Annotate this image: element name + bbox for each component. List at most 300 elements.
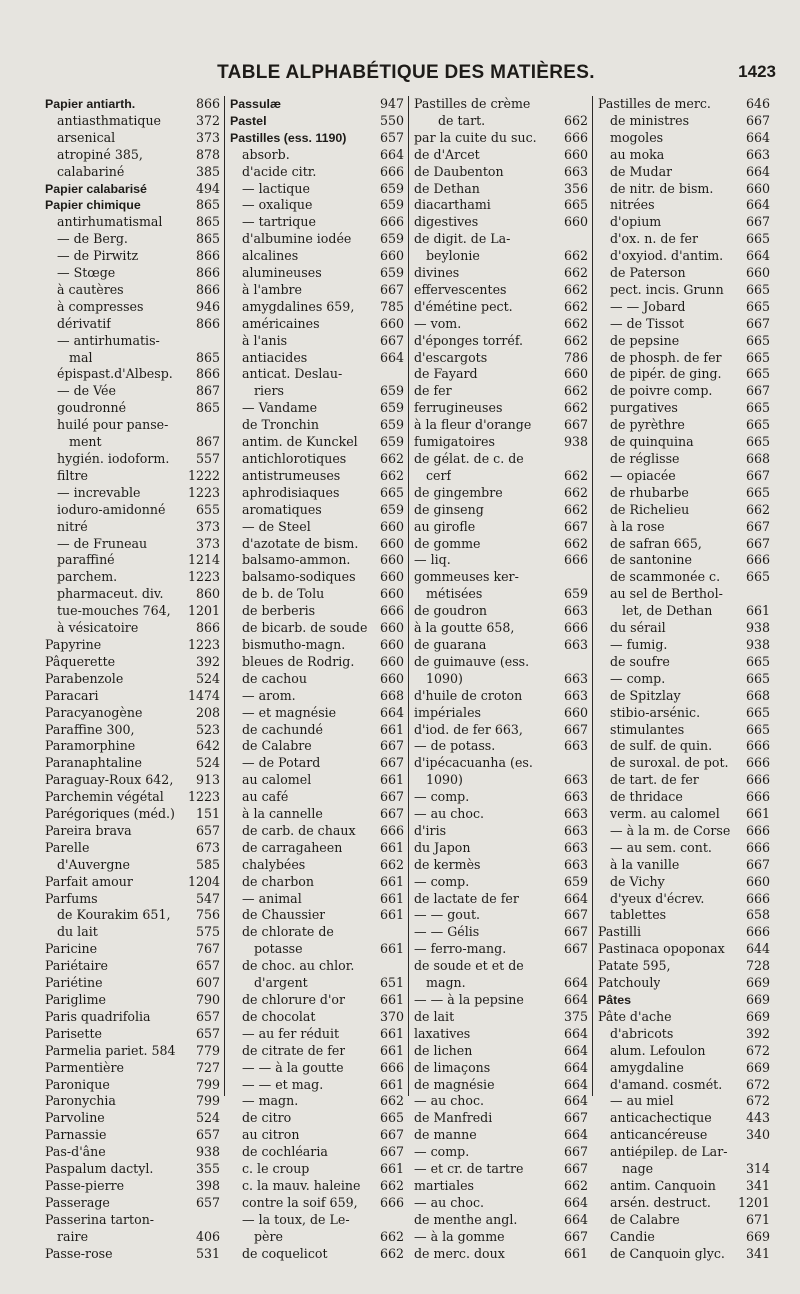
entry-term: nage bbox=[622, 1161, 654, 1177]
entry-page-ref: 660 bbox=[379, 653, 404, 669]
entry-term: stibio-arsénic. bbox=[610, 704, 701, 720]
entry-term: au moka bbox=[610, 146, 665, 162]
entry-page-ref: 659 bbox=[379, 180, 404, 196]
entry-page-ref: 659 bbox=[563, 873, 588, 889]
entry-page-ref: 392 bbox=[195, 653, 220, 669]
entry-term: de Richelieu bbox=[610, 501, 690, 517]
entry-term: — et cr. de tartre bbox=[414, 1161, 524, 1177]
entry-term: effervescentes bbox=[414, 281, 507, 297]
entry-term: — la toux, de Le- bbox=[242, 1211, 350, 1227]
entry-page-ref: 866 bbox=[195, 315, 220, 331]
index-entry bbox=[45, 1144, 220, 1161]
index-entry bbox=[598, 350, 770, 367]
entry-term: — ferro-mang. bbox=[414, 941, 507, 957]
index-entry bbox=[45, 130, 220, 147]
index-entry bbox=[230, 857, 404, 874]
index-entry bbox=[598, 857, 770, 874]
entry-page-ref: 657 bbox=[195, 1025, 220, 1041]
index-entry bbox=[598, 282, 770, 299]
entry-term: Parabenzole bbox=[45, 670, 124, 686]
entry-term: — comp. bbox=[414, 1144, 470, 1160]
index-entry bbox=[230, 637, 404, 654]
entry-page-ref: 341 bbox=[745, 1245, 770, 1261]
entry-page-ref: 657 bbox=[195, 958, 220, 974]
entry-term: de Daubenton bbox=[414, 163, 504, 179]
index-entry bbox=[598, 147, 770, 164]
entry-term: d'albumine iodée bbox=[242, 231, 352, 247]
index-entry bbox=[414, 857, 588, 874]
index-entry bbox=[45, 434, 220, 451]
entry-page-ref: 661 bbox=[745, 806, 770, 822]
entry-term: Parnassie bbox=[45, 1127, 107, 1143]
entry-term: — opiacée bbox=[610, 467, 676, 483]
entry-page-ref: 665 bbox=[745, 569, 770, 585]
index-entry bbox=[598, 536, 770, 553]
entry-page-ref: 661 bbox=[379, 1042, 404, 1058]
index-entry bbox=[45, 924, 220, 941]
entry-term: balsamo-ammon. bbox=[242, 552, 351, 568]
entry-term: antichlorotiques bbox=[242, 451, 347, 467]
entry-term: de kermès bbox=[414, 856, 481, 872]
index-entry bbox=[414, 874, 588, 891]
entry-term: de gomme bbox=[414, 535, 481, 551]
entry-page-ref: 664 bbox=[563, 1194, 588, 1210]
index-entry bbox=[598, 924, 770, 941]
entry-term: au citron bbox=[242, 1127, 300, 1143]
index-entry bbox=[598, 248, 770, 265]
index-entry bbox=[598, 755, 770, 772]
index-entry bbox=[45, 1026, 220, 1043]
index-entry bbox=[45, 197, 220, 214]
entry-page-ref: 665 bbox=[379, 1110, 404, 1126]
index-entry bbox=[230, 248, 404, 265]
entry-term: d'oxyiod. d'antim. bbox=[610, 248, 724, 264]
index-entry bbox=[414, 282, 588, 299]
entry-term: Papier calabarisé bbox=[45, 181, 147, 196]
index-entry bbox=[598, 975, 770, 992]
entry-term: — au choc. bbox=[414, 1093, 485, 1109]
entry-term: d'Auvergne bbox=[57, 856, 130, 872]
entry-page-ref: 661 bbox=[379, 721, 404, 737]
entry-term: Pastilles de merc. bbox=[598, 96, 711, 111]
entry-term: nitrées bbox=[610, 197, 655, 213]
entry-page-ref: 662 bbox=[379, 1178, 404, 1193]
index-entry bbox=[414, 637, 588, 654]
index-entry bbox=[414, 113, 588, 130]
entry-page-ref: 664 bbox=[563, 1076, 588, 1092]
index-entry bbox=[414, 789, 588, 806]
index-entry bbox=[45, 1110, 220, 1127]
entry-term: ferrugineuses bbox=[414, 400, 503, 416]
index-entry bbox=[414, 924, 588, 941]
entry-term: de d'Arcet bbox=[414, 146, 480, 162]
entry-page-ref: 662 bbox=[379, 1245, 404, 1261]
entry-term: de lichen bbox=[414, 1042, 473, 1058]
entry-term: d'amand. cosmét. bbox=[610, 1076, 723, 1092]
entry-page-ref: 666 bbox=[563, 129, 588, 145]
entry-page-ref: 671 bbox=[745, 1211, 770, 1227]
entry-page-ref: 664 bbox=[745, 163, 770, 179]
entry-page-ref: 531 bbox=[195, 1245, 220, 1261]
index-entry bbox=[230, 1195, 404, 1212]
entry-page-ref: 664 bbox=[745, 197, 770, 213]
entry-page-ref: 657 bbox=[195, 822, 220, 838]
index-entry bbox=[45, 586, 220, 603]
entry-page-ref: 667 bbox=[379, 1127, 404, 1143]
index-entry bbox=[598, 688, 770, 705]
entry-page-ref: 651 bbox=[379, 975, 404, 991]
entry-page-ref: 1222 bbox=[187, 467, 220, 483]
index-entry bbox=[598, 586, 770, 603]
index-entry bbox=[45, 451, 220, 468]
index-entry bbox=[230, 840, 404, 857]
index-entry bbox=[230, 958, 404, 975]
index-entry bbox=[414, 350, 588, 367]
index-entry bbox=[45, 1212, 220, 1229]
entry-page-ref: 655 bbox=[195, 501, 220, 517]
entry-page-ref: 661 bbox=[379, 873, 404, 889]
entry-page-ref: 151 bbox=[195, 806, 220, 822]
index-entry bbox=[45, 941, 220, 958]
index-entry bbox=[230, 417, 404, 434]
index-entry bbox=[45, 874, 220, 891]
entry-term: de thridace bbox=[610, 789, 683, 805]
entry-term: Paraffine 300, bbox=[45, 721, 135, 737]
entry-term: Paracyanogène bbox=[45, 704, 143, 720]
entry-page-ref: 585 bbox=[195, 856, 220, 872]
entry-term: métisées bbox=[426, 586, 483, 602]
entry-page-ref: 662 bbox=[379, 451, 404, 467]
entry-page-ref: 860 bbox=[195, 586, 220, 602]
index-entry bbox=[45, 772, 220, 789]
entry-term: Paraguay-Roux 642, bbox=[45, 772, 174, 788]
index-entry bbox=[598, 519, 770, 536]
index-entry bbox=[414, 1195, 588, 1212]
entry-page-ref: 664 bbox=[379, 146, 404, 162]
entry-page-ref: 663 bbox=[563, 670, 588, 686]
entry-term: Parégoriques (méd.) bbox=[45, 806, 175, 822]
entry-term: de phosph. de fer bbox=[610, 349, 722, 365]
entry-term: Papyrine bbox=[45, 637, 102, 652]
entry-term: — Stœge bbox=[57, 265, 116, 281]
entry-page-ref: 661 bbox=[379, 941, 404, 957]
index-entry bbox=[230, 1093, 404, 1110]
index-entry bbox=[230, 316, 404, 333]
index-entry bbox=[598, 705, 770, 722]
entry-term: père bbox=[254, 1228, 283, 1244]
entry-term: alumineuses bbox=[242, 265, 322, 281]
entry-page-ref: 667 bbox=[745, 112, 770, 128]
entry-page-ref: 665 bbox=[745, 366, 770, 382]
index-entry bbox=[414, 1093, 588, 1110]
entry-page-ref: 657 bbox=[379, 129, 404, 145]
index-entry bbox=[598, 485, 770, 502]
entry-term: pect. incis. Grunn bbox=[610, 281, 724, 297]
entry-page-ref: 575 bbox=[195, 924, 220, 940]
entry-term: d'huile de croton bbox=[414, 687, 523, 703]
index-entry bbox=[414, 502, 588, 519]
entry-page-ref: 665 bbox=[745, 653, 770, 669]
index-entry bbox=[45, 1060, 220, 1077]
index-entry bbox=[414, 738, 588, 755]
entry-term: — comp. bbox=[414, 789, 470, 805]
entry-term: de berberis bbox=[242, 603, 316, 619]
entry-page-ref: 666 bbox=[745, 738, 770, 754]
index-entry bbox=[45, 603, 220, 620]
entry-page-ref: 799 bbox=[195, 1076, 220, 1092]
entry-page-ref: 667 bbox=[379, 755, 404, 771]
entry-term: — au sem. cont. bbox=[610, 839, 712, 855]
entry-page-ref: 523 bbox=[195, 721, 220, 737]
entry-page-ref: 665 bbox=[745, 417, 770, 433]
entry-page-ref: 666 bbox=[745, 890, 770, 906]
entry-page-ref: 494 bbox=[195, 180, 220, 196]
entry-page-ref: 913 bbox=[195, 772, 220, 788]
entry-term: potasse bbox=[254, 941, 303, 957]
index-entry bbox=[45, 468, 220, 485]
index-column-3 bbox=[408, 96, 592, 1261]
entry-term: d'opium bbox=[610, 214, 662, 230]
index-entry bbox=[230, 164, 404, 181]
entry-term: anticachectique bbox=[610, 1110, 712, 1126]
index-entry bbox=[45, 705, 220, 722]
entry-page-ref: 660 bbox=[379, 552, 404, 568]
index-entry bbox=[45, 485, 220, 502]
entry-page-ref: 664 bbox=[745, 248, 770, 264]
entry-term: — à la gomme bbox=[414, 1228, 505, 1244]
entry-term: Parchemin végétal bbox=[45, 789, 164, 805]
entry-term: de Calabre bbox=[610, 1211, 680, 1227]
entry-page-ref: 662 bbox=[379, 856, 404, 872]
entry-page-ref: 667 bbox=[563, 721, 588, 737]
entry-page-ref: 1223 bbox=[187, 789, 220, 805]
entry-term: de réglisse bbox=[610, 451, 680, 467]
entry-term: calabariné bbox=[57, 163, 125, 179]
entry-term: huilé pour panse- bbox=[57, 417, 169, 433]
entry-term: de Vichy bbox=[610, 873, 665, 889]
entry-term: de chocolat bbox=[242, 1008, 316, 1024]
index-entry bbox=[414, 992, 588, 1009]
index-entry bbox=[45, 975, 220, 992]
entry-page-ref: 660 bbox=[379, 620, 404, 636]
entry-page-ref: 664 bbox=[379, 704, 404, 720]
index-entry bbox=[598, 1093, 770, 1110]
entry-term: 1090) bbox=[426, 670, 463, 686]
entry-term: — increvable bbox=[57, 484, 141, 500]
entry-term: aromatiques bbox=[242, 501, 322, 517]
entry-page-ref: 660 bbox=[563, 214, 588, 230]
entry-page-ref: 663 bbox=[563, 603, 588, 619]
index-entry bbox=[230, 941, 404, 958]
entry-term: au sel de Berthol- bbox=[610, 586, 723, 602]
index-entry bbox=[230, 772, 404, 789]
entry-term: de ginseng bbox=[414, 501, 484, 517]
index-entry bbox=[414, 231, 588, 248]
entry-page-ref: 664 bbox=[745, 129, 770, 145]
entry-page-ref: 1223 bbox=[187, 637, 220, 652]
entry-page-ref: 665 bbox=[563, 197, 588, 213]
entry-page-ref: 866 bbox=[195, 366, 220, 382]
entry-term: verm. au calomel bbox=[610, 806, 720, 822]
entry-page-ref: 666 bbox=[379, 822, 404, 838]
index-entry bbox=[230, 96, 404, 113]
entry-page-ref: 524 bbox=[195, 755, 220, 771]
index-entry bbox=[230, 1229, 404, 1246]
entry-page-ref: 607 bbox=[195, 975, 220, 991]
index-entry bbox=[414, 451, 588, 468]
entry-term: de chlorure d'or bbox=[242, 992, 346, 1008]
entry-page-ref: 660 bbox=[379, 586, 404, 602]
entry-page-ref: 665 bbox=[745, 281, 770, 297]
entry-term: — liq. bbox=[414, 552, 451, 568]
entry-page-ref: 666 bbox=[379, 603, 404, 619]
index-entry bbox=[414, 383, 588, 400]
entry-term: d'escargots bbox=[414, 349, 488, 365]
entry-page-ref: 756 bbox=[195, 907, 220, 923]
entry-term: de limaçons bbox=[414, 1059, 491, 1075]
entry-term: de guarana bbox=[414, 637, 487, 652]
entry-page-ref: 663 bbox=[563, 738, 588, 754]
entry-page-ref: 666 bbox=[563, 552, 588, 568]
entry-term: stimulantes bbox=[610, 721, 685, 737]
index-entry bbox=[45, 891, 220, 908]
index-entry bbox=[414, 1178, 588, 1195]
index-entry bbox=[45, 333, 220, 350]
index-entry bbox=[414, 1026, 588, 1043]
index-entry bbox=[230, 434, 404, 451]
entry-page-ref: 662 bbox=[379, 467, 404, 483]
index-entry bbox=[598, 941, 770, 958]
entry-term: Paracari bbox=[45, 687, 99, 703]
index-entry bbox=[45, 569, 220, 586]
entry-page-ref: 662 bbox=[563, 315, 588, 331]
index-entry bbox=[45, 1161, 220, 1178]
entry-term: Pastinaca opoponax bbox=[598, 941, 725, 957]
entry-term: — — Gélis bbox=[414, 924, 480, 940]
index-entry bbox=[230, 891, 404, 908]
index-entry bbox=[414, 755, 588, 772]
entry-term: d'éponges torréf. bbox=[414, 332, 524, 348]
index-entry bbox=[45, 688, 220, 705]
entry-term: Papier antiarth. bbox=[45, 96, 136, 111]
entry-term: Pastilles de crème bbox=[414, 96, 531, 111]
entry-term: antistrumeuses bbox=[242, 467, 341, 483]
entry-page-ref: 660 bbox=[745, 873, 770, 889]
index-entry bbox=[414, 1127, 588, 1144]
entry-term: tue-mouches 764, bbox=[57, 603, 171, 619]
entry-page-ref: 669 bbox=[745, 992, 770, 1008]
entry-page-ref: 661 bbox=[379, 1025, 404, 1041]
entry-term: de Kourakim 651, bbox=[57, 907, 171, 923]
index-entry bbox=[598, 552, 770, 569]
entry-page-ref: 667 bbox=[563, 907, 588, 923]
entry-term: de Spitzlay bbox=[610, 687, 681, 703]
entry-page-ref: 662 bbox=[379, 1228, 404, 1244]
entry-page-ref: 668 bbox=[745, 451, 770, 467]
entry-term: ioduro-amidonné bbox=[57, 501, 166, 517]
entry-term: Parelle bbox=[45, 839, 90, 855]
entry-page-ref: 666 bbox=[379, 214, 404, 230]
entry-page-ref: 657 bbox=[195, 1127, 220, 1143]
entry-page-ref: 662 bbox=[563, 484, 588, 500]
entry-term: — de Vée bbox=[57, 383, 116, 399]
entry-term: magn. bbox=[426, 975, 466, 991]
entry-page-ref: 660 bbox=[745, 180, 770, 196]
entry-page-ref: 866 bbox=[195, 248, 220, 264]
index-entry bbox=[414, 333, 588, 350]
entry-page-ref: 866 bbox=[195, 281, 220, 297]
entry-page-ref: 524 bbox=[195, 670, 220, 686]
entry-page-ref: 664 bbox=[563, 1093, 588, 1109]
entry-page-ref: 667 bbox=[563, 518, 588, 534]
index-entry bbox=[414, 265, 588, 282]
index-entry bbox=[414, 1144, 588, 1161]
index-entry bbox=[45, 265, 220, 282]
index-entry bbox=[598, 451, 770, 468]
index-entry bbox=[598, 1229, 770, 1246]
index-entry bbox=[230, 130, 404, 147]
entry-term: — de Steel bbox=[242, 518, 311, 534]
entry-term: de pyrèthre bbox=[610, 417, 685, 433]
index-entry bbox=[414, 248, 588, 265]
entry-term: Passulæ bbox=[230, 96, 281, 111]
entry-term: de Paterson bbox=[610, 265, 686, 281]
entry-term: — — Jobard bbox=[610, 298, 686, 314]
entry-term: d'émétine pect. bbox=[414, 298, 513, 314]
index-entry bbox=[230, 231, 404, 248]
index-entry bbox=[45, 1229, 220, 1246]
index-entry bbox=[45, 840, 220, 857]
entry-page-ref: 799 bbox=[195, 1093, 220, 1109]
entry-term: aphrodisiaques bbox=[242, 484, 340, 500]
entry-term: du sérail bbox=[610, 620, 666, 636]
entry-term: Parfait amour bbox=[45, 873, 133, 889]
entry-page-ref: 667 bbox=[563, 1161, 588, 1177]
entry-term: — au choc. bbox=[414, 1194, 485, 1210]
entry-page-ref: 667 bbox=[563, 941, 588, 957]
entry-page-ref: 667 bbox=[745, 856, 770, 872]
index-entry bbox=[230, 1060, 404, 1077]
entry-term: bismutho-magn. bbox=[242, 637, 346, 652]
entry-page-ref: 557 bbox=[195, 451, 220, 467]
index-entry bbox=[45, 738, 220, 755]
entry-term: amygdalines 659, bbox=[242, 298, 355, 314]
entry-page-ref: 660 bbox=[379, 518, 404, 534]
entry-page-ref: 664 bbox=[563, 992, 588, 1008]
entry-term: de pepsine bbox=[610, 332, 680, 348]
entry-term: de cachou bbox=[242, 670, 307, 686]
entry-page-ref: 663 bbox=[563, 772, 588, 788]
index-entry bbox=[414, 958, 588, 975]
index-entry bbox=[230, 1178, 404, 1195]
entry-term: à l'ambre bbox=[242, 281, 302, 297]
entry-page-ref: 662 bbox=[379, 1093, 404, 1109]
entry-term: du Japon bbox=[414, 839, 471, 855]
entry-term: d'ipécacuanha (es. bbox=[414, 755, 533, 771]
entry-page-ref: 665 bbox=[379, 484, 404, 500]
index-entry bbox=[230, 1127, 404, 1144]
entry-term: de magnésie bbox=[414, 1076, 495, 1092]
entry-page-ref: 1474 bbox=[187, 687, 220, 703]
entry-page-ref: 392 bbox=[745, 1025, 770, 1041]
entry-term: Pariétaire bbox=[45, 958, 108, 974]
entry-term: de coquelicot bbox=[242, 1245, 328, 1261]
index-column-1 bbox=[40, 96, 224, 1261]
entry-term: de ministres bbox=[610, 112, 690, 128]
entry-page-ref: 661 bbox=[379, 839, 404, 855]
entry-term: mal bbox=[69, 349, 93, 365]
index-entry bbox=[230, 722, 404, 739]
